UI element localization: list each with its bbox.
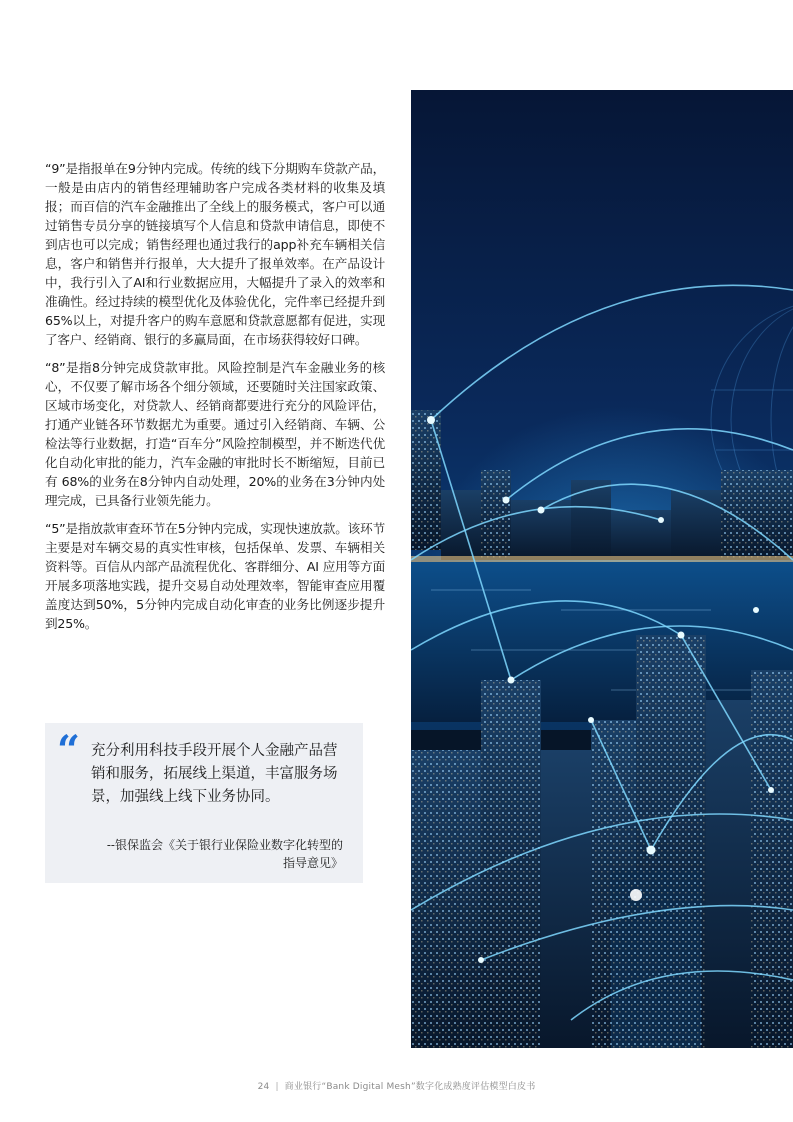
paragraph-5-minutes: “5”是指放款审查环节在5分钟内完成，实现快速放款。该环节主要是对车辆交易的真实性审核，包括保单、发票、车辆相关资料等。百信从内部产品流程优化、客群细分、AI 应用等方面开展多项落地实践，提升交易自动处理效率，智能审查应用覆盖度达到50%，5分钟内完成自动化审查的业务比例逐步提升到25%。	[45, 521, 385, 631]
quote-text: 充分利用科技手段开展个人金融产品营销和服务，拓展线上渠道，丰富服务场景，加强线上线下业务协同。	[91, 743, 338, 805]
pull-quote-box	[45, 723, 363, 883]
page-footer	[0, 1079, 793, 1092]
footer-separator: |	[275, 1082, 279, 1092]
page-number: 24	[257, 1082, 270, 1092]
paragraph-9-minutes: “9”是指报单在9分钟内完成。传统的线下分期购车贷款产品，一般是由店内的销售经理辅助客户完成各类材料的收集及填报；而百信的汽车金融推出了全线上的服务模式，客户可以通过销售专员分享的链接填写个人信息和贷款申请信息，即使不到店也可以完成；销售经理也通过我行的app补充车辆相关信息，客户和销售并行报单，大大提升了报单效率。在产品设计中，我行引入了AI和行业数据应用，大幅提升了录入的效率和准确性。经过持续的模型优化及体验优化，完件率已经提升到65%以上，对提升客户的购车意愿和贷款意愿都有促进，实现了客户、经销商、银行的多赢局面，在市场获得较好口碑。	[45, 161, 385, 347]
paragraph-8-minutes: “8”是指8分钟完成贷款审批。风险控制是汽车金融业务的核心，不仅要了解市场各个细分领域，还要随时关注国家政策、区域市场变化，对贷款人、经销商都要进行充分的风险评估，打通产业链各环节数据尤为重要。通过引入经销商、车辆、公检法等行业数据，打造“百车分”风险控制模型，并不断迭代优化自动化审批的能力，汽车金融的审批时长不断缩短，目前已有 68%的业务在8分钟内自动处理，20%的业务在3分钟内处理完成，已具备行业领先能力。	[45, 360, 385, 508]
city-network-photo	[411, 90, 793, 1048]
footer-title: 商业银行“Bank Digital Mesh”数字化成熟度评估模型白皮书	[284, 1082, 536, 1092]
quote-mark-icon: “	[57, 727, 81, 774]
body-text-column	[45, 159, 385, 642]
quote-source: --银保监会《关于银行业保险业数字化转型的指导意见》	[106, 838, 343, 870]
night-city-network-icon	[411, 90, 793, 1048]
